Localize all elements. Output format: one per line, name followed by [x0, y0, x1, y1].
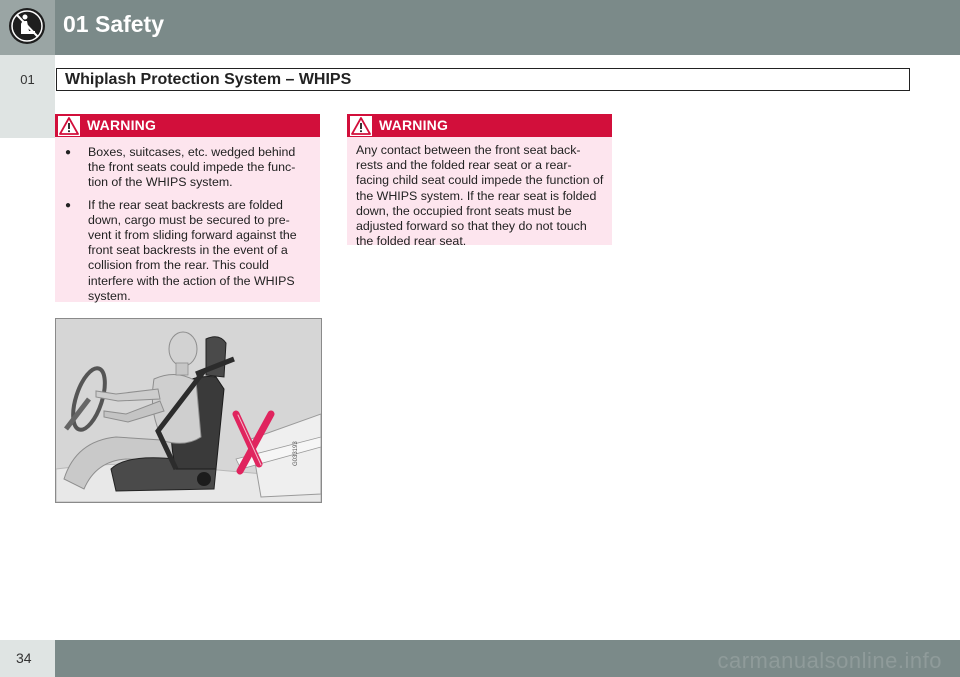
chapter-icon-tab	[0, 0, 55, 55]
chapter-title: 01 Safety	[63, 11, 165, 37]
figure-code: G033193	[293, 441, 299, 466]
crash-dummy-seat-illustration	[56, 319, 321, 502]
side-tab	[0, 55, 55, 138]
section-title: Whiplash Protection System – WHIPS	[56, 68, 910, 91]
warning-header	[55, 114, 320, 137]
warning-triangle-icon	[58, 116, 80, 136]
list-item	[55, 198, 310, 304]
warning-label: WARNING	[379, 117, 449, 133]
warning-box-right	[347, 114, 612, 249]
warning-body	[55, 137, 320, 304]
list-item-text: If the rear seat backrests are folded down, cargo must be secured to pre-vent it from sliding forward against the front seat backrests in the event of a collision from the rear. This could interfere with the action of the WHIPS system.	[88, 197, 297, 303]
airbag-seat-icon	[7, 6, 47, 46]
whips-illustration	[55, 318, 322, 503]
bullet-icon: ●	[65, 199, 72, 211]
side-tab-label: 01	[20, 72, 35, 87]
page-number: 34	[16, 650, 32, 666]
warning-triangle-icon	[350, 116, 372, 136]
list-item	[55, 145, 310, 191]
watermark: carmanualsonline.info	[717, 648, 942, 673]
bullet-icon: ●	[65, 147, 72, 158]
list-item-text: Boxes, suitcases, etc. wedged behind the front seats could impede the func-tion of the WHIPS system.	[88, 145, 296, 190]
warning-header	[347, 114, 612, 137]
warning-body: Any contact between the front seat back-rests and the folded rear seat or a rear-facing child seat could impede the function of the WHIPS system. If the rear seat is folded down, the occupied front seats must be adjusted forward so that they do not touch the folded rear seat.	[356, 143, 604, 249]
warning-label: WARNING	[87, 117, 157, 133]
warning-box-left	[55, 114, 320, 302]
